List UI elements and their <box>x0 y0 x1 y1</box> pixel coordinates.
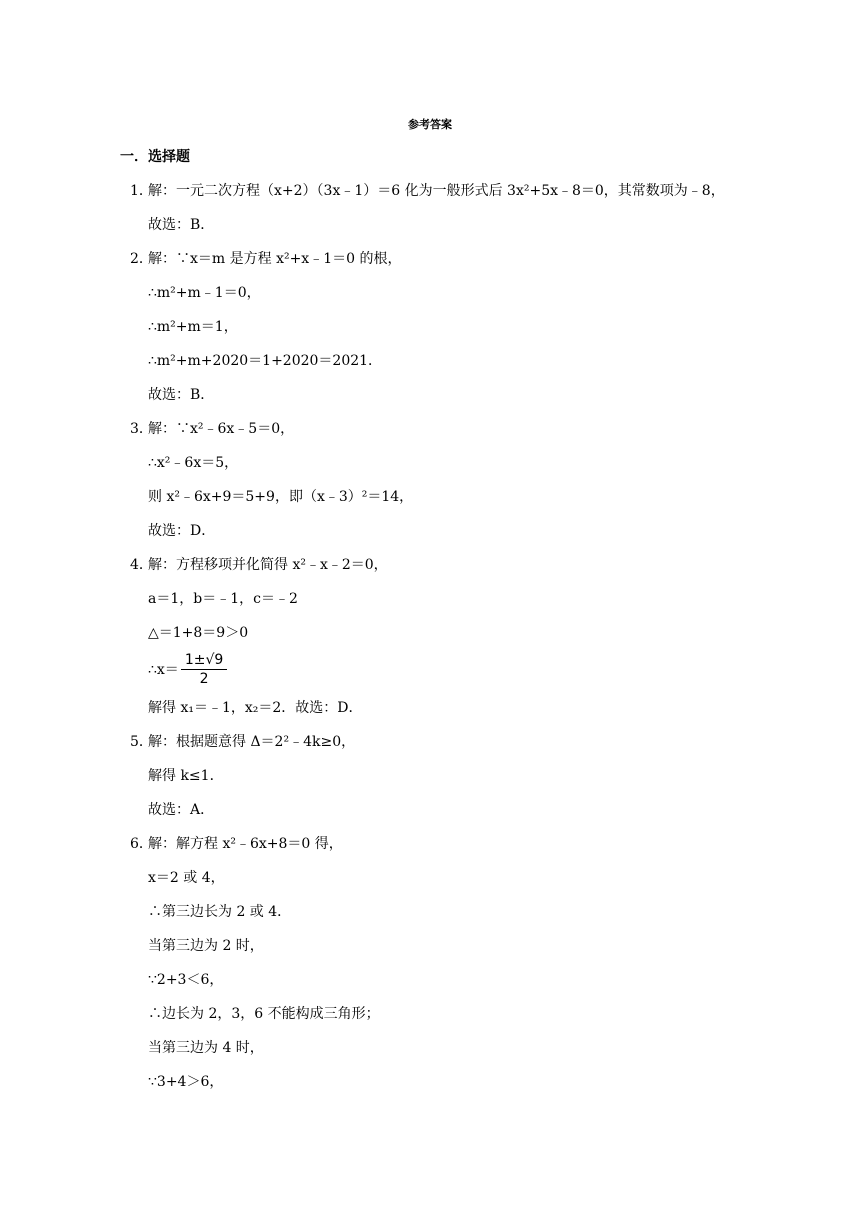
answer-line: ∴x＝ <box>148 661 179 678</box>
item-number: 1． <box>130 183 153 199</box>
answer-line: 解：一元二次方程（x+2）（3x﹣1）＝6 化为一般形式后 3x²+5x﹣8＝0，其常数项为﹣8， <box>148 183 725 199</box>
answer-line: ∴m²+m+2020＝1+2020＝2021． <box>148 353 383 369</box>
answer-line: 故选：B． <box>148 217 215 233</box>
item-number: 4． <box>130 557 153 573</box>
item-number: 6． <box>130 836 153 852</box>
answer-line: ∴边长为 2，3，6 不能构成三角形； <box>148 1006 380 1022</box>
answer-line: 当第三边为 2 时， <box>148 938 264 954</box>
page-title: 参考答案 <box>408 118 452 131</box>
answer-line: ∵2+3＜6， <box>148 972 224 988</box>
answer-line: 解：∵x＝m 是方程 x²+x﹣1＝0 的根， <box>148 251 402 267</box>
answer-line: △＝1+8＝9＞0 <box>148 625 249 641</box>
answer-line: 解：方程移项并化简得 x²﹣x﹣2＝0， <box>148 557 388 573</box>
fraction-numerator: 1±√9 <box>181 651 227 670</box>
answer-line: 解得 x₁＝﹣1，x₂＝2．故选：D． <box>148 700 363 716</box>
answer-line: ∴x²﹣6x＝5， <box>148 455 239 471</box>
answer-line: 解得 k≤1． <box>148 768 224 784</box>
item-number: 2． <box>130 251 153 267</box>
item-number: 5． <box>130 734 153 750</box>
answer-line: ∴m²+m＝1， <box>148 319 238 335</box>
answer-line: 当第三边为 4 时， <box>148 1040 264 1056</box>
answer-line: 解：∵x²﹣6x﹣5＝0， <box>148 421 295 437</box>
answer-line: 解：解方程 x²﹣6x+8＝0 得， <box>148 836 343 852</box>
answer-line: 故选：B． <box>148 387 215 403</box>
answer-line: x＝2 或 4， <box>148 870 225 886</box>
answer-line: ∴第三边长为 2 或 4． <box>148 904 292 920</box>
answer-line: ∴m²+m﹣1＝0， <box>148 285 261 301</box>
fraction-denominator: 2 <box>199 671 209 687</box>
fraction <box>181 651 227 688</box>
section-heading: 一．选择题 <box>120 149 190 165</box>
answer-line: 则 x²﹣6x+9＝5+9，即（x﹣3）²＝14， <box>148 489 414 505</box>
answer-line-fraction <box>148 651 227 688</box>
answer-line: 解：根据题意得 Δ＝2²﹣4k≥0， <box>148 734 356 750</box>
answer-line: ∵3+4＞6， <box>148 1074 224 1090</box>
answer-line: 故选：D． <box>148 523 216 539</box>
answer-line: a＝1，b＝﹣1，c＝﹣2 <box>148 591 298 607</box>
item-number: 3． <box>130 421 153 437</box>
answer-line: 故选：A． <box>148 802 215 818</box>
